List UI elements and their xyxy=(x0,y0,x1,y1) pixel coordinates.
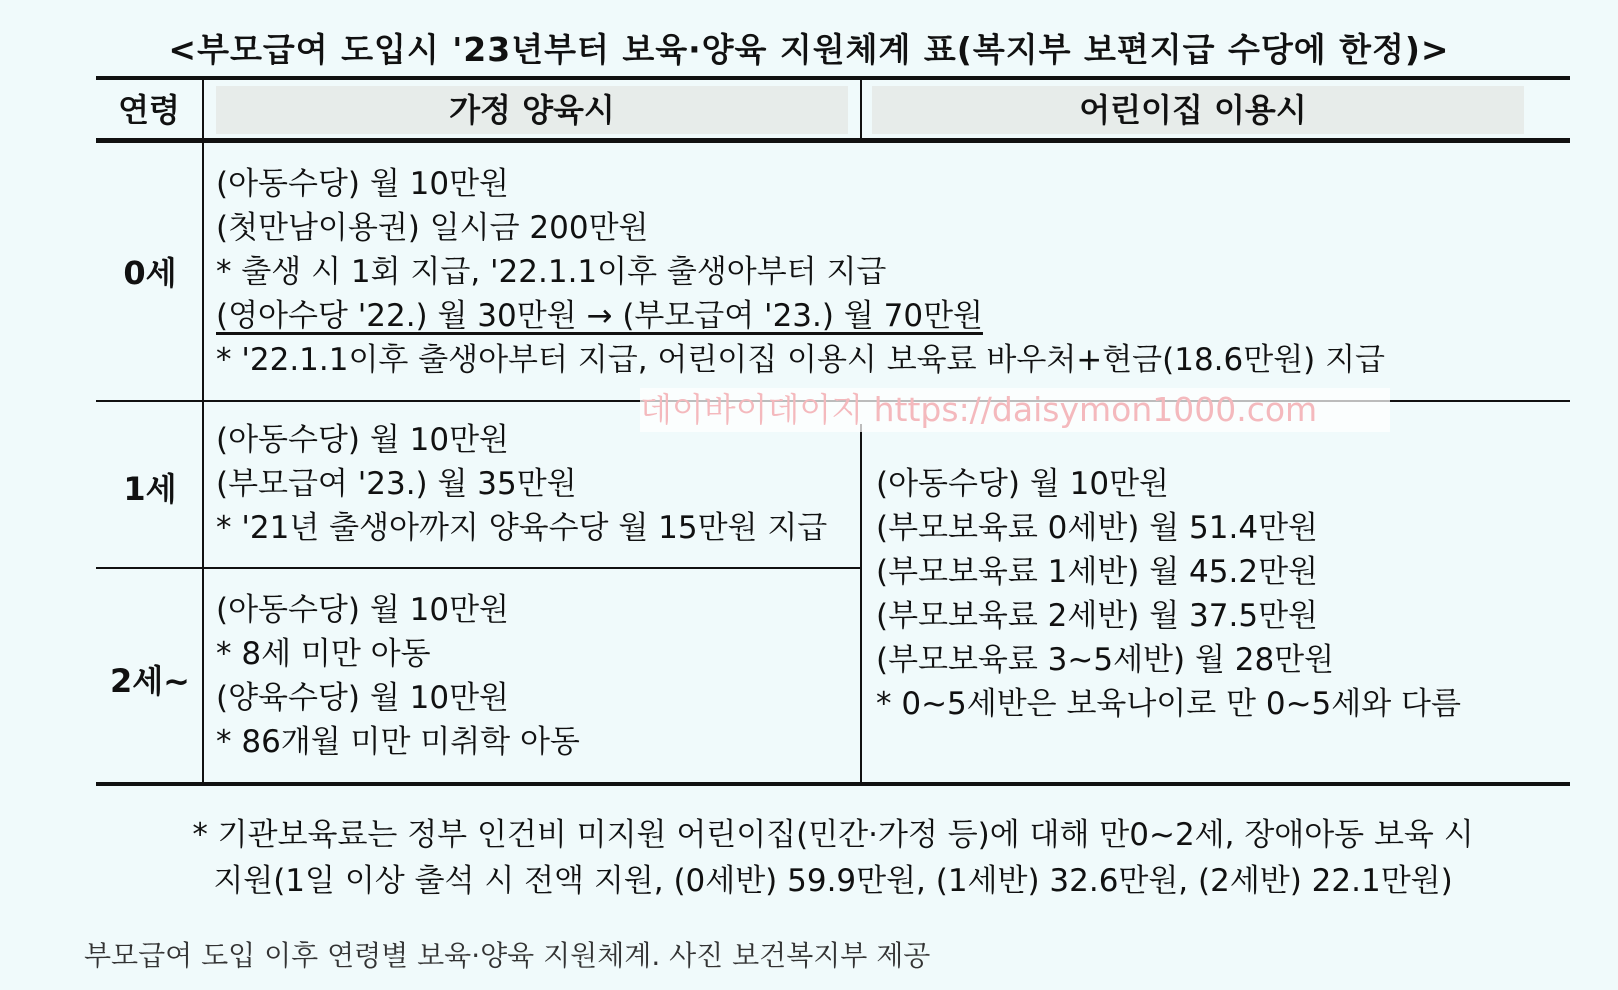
age1-line-2: (부모급여 '23.) 월 35만원 xyxy=(216,466,577,502)
age0-line-2: (첫만남이용권) 일시금 200만원 xyxy=(216,210,649,246)
age0-benefits xyxy=(216,162,1385,382)
age2-line-2: * 8세 미만 아동 xyxy=(216,636,431,672)
row1-bottom-rule xyxy=(96,567,862,569)
daycare-benefits xyxy=(876,462,1461,726)
age-label-0: 0세 xyxy=(123,254,177,292)
daycare-line-5: (부모보육료 3~5세반) 월 28만원 xyxy=(876,642,1335,678)
header-bottom-rule xyxy=(96,138,1570,143)
daycare-line-6: * 0~5세반은 보육나이로 만 0~5세와 다름 xyxy=(876,686,1461,722)
footnote-line-1: * 기관보육료는 정부 인건비 미지원 어린이집(민간·가정 등)에 대해 만0~2세, 장애아동 보육 시 xyxy=(192,817,1474,853)
age-label-2plus: 2세~ xyxy=(110,662,190,700)
photo-caption: 부모급여 도입 이후 연령별 보육·양육 지원체계. 사진 보건복지부 제공 xyxy=(84,939,931,972)
header-daycare: 어린이집 이용시 xyxy=(1079,91,1307,129)
table-title: <부모급여 도입시 '23년부터 보육·양육 지원체계 표(복지부 보편지급 수당에 한정)> xyxy=(168,30,1450,69)
header-home-care: 가정 양육시 xyxy=(449,91,615,129)
header-age: 연령 xyxy=(118,91,180,129)
top-rule xyxy=(96,76,1570,80)
support-table xyxy=(96,76,1570,812)
age1-line-3: * '21년 출생아까지 양육수당 월 15만원 지급 xyxy=(216,510,828,546)
age0-line-3: * 출생 시 1회 지급, '22.1.1이후 출생아부터 지급 xyxy=(216,254,887,290)
site-watermark: 데이바이데이지 https://daisymon1000.com xyxy=(640,388,1390,432)
age2-home-benefits xyxy=(216,588,580,764)
footnote-line-2: 지원(1일 이상 출석 시 전액 지원, (0세반) 59.9만원, (1세반) 32.6만원, (2세반) 22.1만원) xyxy=(213,863,1453,899)
body-column-divider xyxy=(860,424,862,782)
age2-line-4: * 86개월 미만 미취학 아동 xyxy=(216,724,580,760)
footnote xyxy=(96,812,1570,904)
age0-line-4: (영아수당 '22.) 월 30만원 → (부모급여 '23.) 월 70만원 xyxy=(216,298,983,334)
daycare-line-2: (부모보육료 0세반) 월 51.4만원 xyxy=(876,510,1318,546)
daycare-line-4: (부모보육료 2세반) 월 37.5만원 xyxy=(876,598,1318,634)
age1-line-1: (아동수당) 월 10만원 xyxy=(216,422,509,458)
bottom-rule xyxy=(96,782,1570,786)
age-label-1: 1세 xyxy=(123,470,177,508)
daycare-line-1: (아동수당) 월 10만원 xyxy=(876,466,1169,502)
age0-line-5: * '22.1.1이후 출생아부터 지급, 어린이집 이용시 보육료 바우처+현금(18.6만원) 지급 xyxy=(216,342,1385,378)
age1-home-benefits xyxy=(216,418,827,550)
age0-line-1: (아동수당) 월 10만원 xyxy=(216,166,509,202)
age2-line-3: (양육수당) 월 10만원 xyxy=(216,680,509,716)
daycare-line-3: (부모보육료 1세반) 월 45.2만원 xyxy=(876,554,1318,590)
age2-line-1: (아동수당) 월 10만원 xyxy=(216,592,509,628)
